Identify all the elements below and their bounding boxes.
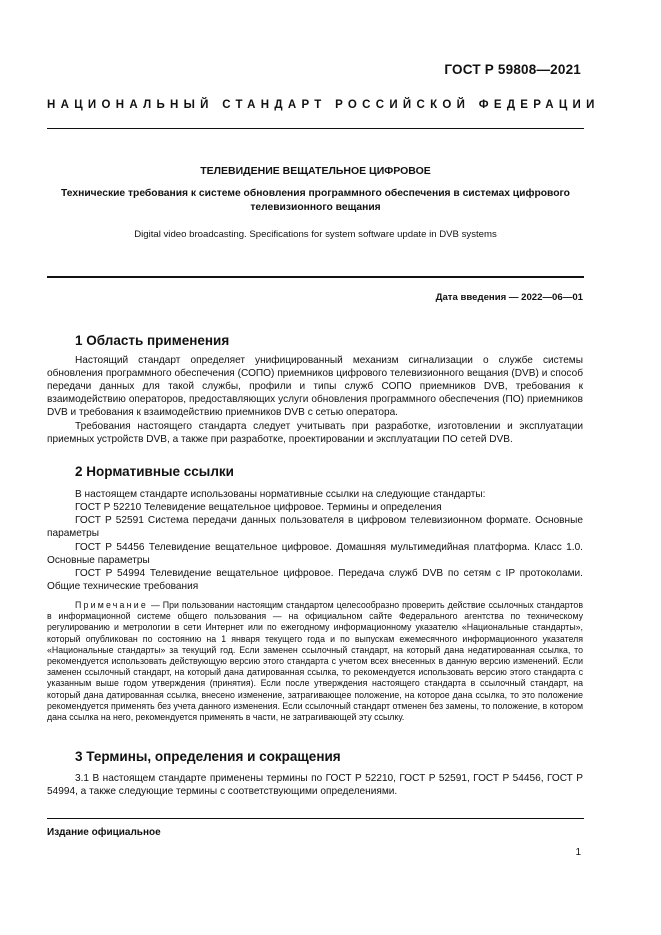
page-number: 1 (575, 847, 581, 858)
national-standard-banner: НАЦИОНАЛЬНЫЙ СТАНДАРТ РОССИЙСКОЙ ФЕДЕРАЦИИ (47, 99, 600, 111)
introduction-date: Дата введения — 2022—06—01 (435, 292, 583, 303)
header-divider (47, 128, 584, 129)
section-2-intro: В настоящем стандарте использованы нормативные ссылки на следующие стандарты: (75, 489, 486, 500)
document-title: ТЕЛЕВИДЕНИЕ ВЕЩАТЕЛЬНОЕ ЦИФРОВОЕ (200, 165, 431, 177)
document-title-english: Digital video broadcasting. Specifications for system software update in DVB systems (134, 229, 497, 240)
reference-gost-52591: ГОСТ Р 52591 Система передачи данных пользователя в цифровом телевизионном формате. Основные параметры (47, 515, 583, 540)
section-3-heading: 3 Термины, определения и сокращения (75, 749, 341, 764)
section-1-heading: 1 Область применения (75, 333, 230, 348)
footer-divider (47, 818, 584, 819)
note-paragraph (47, 600, 583, 723)
title-divider (47, 276, 584, 278)
document-code: ГОСТ Р 59808—2021 (444, 62, 581, 77)
reference-gost-52210: ГОСТ Р 52210 Телевидение вещательное цифровое. Термины и определения (75, 502, 442, 513)
section-1-paragraph-1: Настоящий стандарт определяет унифицированный механизм сигнализации о службе системы обновления программного обеспечения (СОПО) приемников цифрового телевизионного вещания (DVB) и способ передачи данных для такой службы, профили и типы служб СОПО приемников DVB, требования к взаимодействию операторов, предоставляющих услуги обновления программного обеспечения (ПО) приемников DVB и требования к взаимодействию приемников DVB с сетью оператора. (47, 355, 583, 419)
document-subtitle: Технические требования к системе обновления программного обеспечения в системах цифрового телевизионного вещания (61, 188, 570, 213)
reference-gost-54994: ГОСТ Р 54994 Телевидение вещательное цифровое. Передача служб DVB по сетям с IP протоколами. Общие технические требования (47, 568, 583, 593)
section-3-paragraph-1: 3.1 В настоящем стандарте применены термины по ГОСТ Р 52210, ГОСТ Р 52591, ГОСТ Р 54456, ГОСТ Р 54994, а также следующие термины с соответствующими определениями. (47, 773, 583, 798)
note-label: Примечание (75, 600, 148, 610)
reference-gost-54456: ГОСТ Р 54456 Телевидение вещательное цифровое. Домашняя мультимедийная платформа. Класс 1.0. Основные параметры (47, 542, 583, 567)
note-text: — При пользовании настоящим стандартом целесообразно проверить действие ссылочных стандартов в информационной системе общего пользования — на официальном сайте Федерального агентства по техническому регулированию и метрологии в сети Интернет или по ежегодному информационному указателю «Национальные стандарты», который опубликован по состоянию на 1 января текущего года и по выпускам ежемесячного информационного указателя «Национальные стандарты» за текущий год. Если заменен ссылочный стандарт, на который дана недатированная ссылка, то рекомендуется использовать действующую версию этого стандарта с учетом всех внесенных в данную версию изменений. Если заменен ссылочный стандарт, на который дана датированная ссылка, то рекомендуется использовать версию этого стандарта с указанным выше годом утверждения (принятия). Если после утверждения настоящего стандарта в ссылочный стандарт, на который дана датированная ссылка, внесено изменение, затрагивающее положение, на которое дана ссылка, то это положение рекомендуется применять без учета данного изменения. Если ссылочный стандарт отменен без замены, то положение, в котором дана ссылка на него, рекомендуется применять в части, не затрагивающей эту ссылку. (47, 600, 583, 723)
section-1-paragraph-2: Требования настоящего стандарта следует учитывать при разработке, изготовлении и эксплуатации приемных устройств DVB, а также при разработке, проектировании и эксплуатации ПО сетей DVB. (47, 421, 583, 446)
section-2-heading: 2 Нормативные ссылки (75, 464, 234, 479)
edition-label: Издание официальное (47, 827, 161, 838)
